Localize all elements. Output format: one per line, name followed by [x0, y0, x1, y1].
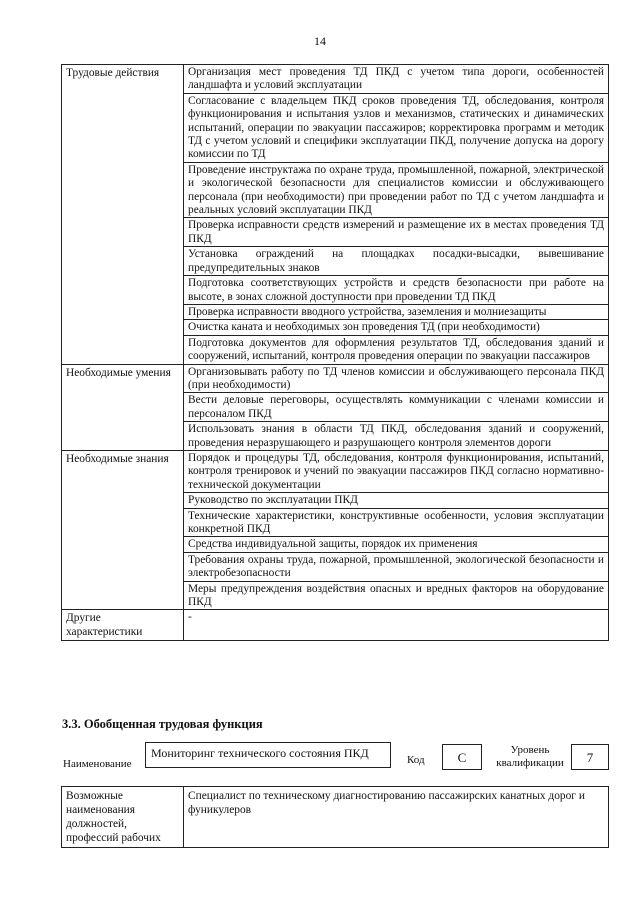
row-item: Требования охраны труда, пожарной, промышленной, экологической безопасности и электробезопасности: [184, 552, 609, 581]
table-row: [62, 450, 609, 492]
code-value: C: [442, 744, 482, 770]
row-label: Необходимые умения: [62, 364, 184, 450]
row-item: Согласование с владельцем ПКД сроков проведения ТД, обследования, контроля функционирования и испытания узлов и механизмов, статических и динамических испытаний, операции по эвакуации пассажиров; корректировка программ и методик ТД с учетом условий и специфики эксплуатации ПКД, получение допуска на дорогу комиссии по ТД: [184, 93, 609, 162]
row-item: Меры предупреждения воздействия опасных и вредных факторов на оборудование ПКД: [184, 581, 609, 610]
row-item: Подготовка документов для оформления результатов ТД, обследования зданий и сооружений, испытаний, контроля проведения операции по эвакуации пассажиров: [184, 335, 609, 364]
table-row: [62, 65, 609, 94]
row-item: Организовывать работу по ТД членов комиссии и обслуживающего персонала ПКД (при необходимости): [184, 364, 609, 393]
labor-function-table: [61, 64, 609, 641]
page-number: 14: [314, 34, 326, 48]
row-item: Использовать знания в области ТД ПКД, обследования зданий и сооружений, проведения неразрушающего и разрушающего контроля элементов дороги: [184, 422, 609, 451]
table-row: [62, 610, 609, 641]
row-item: Проверка исправности вводного устройства, заземления и молниезащиты: [184, 304, 609, 319]
row-item: Вести деловые переговоры, осуществлять коммуникации с членами комиссии и персоналом ПКД: [184, 393, 609, 422]
row-item: Очистка каната и необходимых зон проведения ТД (при необходимости): [184, 320, 609, 335]
row-item: Порядок и процедуры ТД, обследования, контроля функционирования, испытаний, контроля тренировок и учений по эвакуации пассажиров ПКД согласно нормативно-технической документации: [184, 450, 609, 492]
row-item: Технические характеристики, конструктивные особенности, условия эксплуатации конкретной ПКД: [184, 508, 609, 537]
row-label: Другие характеристики: [62, 610, 184, 641]
code-label: Код: [407, 754, 425, 766]
level-value: 7: [571, 744, 609, 770]
row-label: Необходимые знания: [62, 450, 184, 609]
row-item: Организация мест проведения ТД ПКД с учетом типа дороги, особенностей ландшафта и условий эксплуатации: [184, 65, 609, 94]
level-label: Уровень квалификации: [496, 744, 564, 769]
row-item: -: [184, 610, 609, 641]
name-value: Мониторинг технического состояния ПКД: [145, 742, 391, 768]
row-item: Проверка исправности средств измерений и размещение их в местах проведения ТД ПКД: [184, 218, 609, 247]
row-item: Подготовка соответствующих устройств и средств безопасности при работе на высоте, в зонах сложной доступности при проведении ТД ПКД: [184, 276, 609, 305]
row-item: Руководство по эксплуатации ПКД: [184, 493, 609, 508]
positions-label: Возможные наименования должностей, профессий рабочих: [62, 787, 184, 848]
positions-value: Специалист по техническому диагностированию пассажирских канатных дорог и фуникулеров: [184, 787, 609, 848]
row-label: Трудовые действия: [62, 65, 184, 365]
row-item: Установка ограждений на площадках посадки-высадки, вывешивание предупредительных знаков: [184, 247, 609, 276]
name-label: Наименование: [63, 758, 132, 770]
function-header-row: [61, 740, 609, 780]
table-row: [62, 364, 609, 393]
row-item: Проведение инструктажа по охране труда, промышленной, пожарной, электрической и экологической безопасности для специалистов комиссии и обслуживающего персонала (при необходимости) при проведении работ по ТД с учетом ландшафта и реальных условий эксплуатации ПКД: [184, 162, 609, 218]
section-title: 3.3. Обобщенная трудовая функция: [62, 717, 263, 731]
positions-table: [61, 786, 609, 848]
positions-row: [62, 787, 609, 848]
row-item: Средства индивидуальной защиты, порядок их применения: [184, 537, 609, 552]
